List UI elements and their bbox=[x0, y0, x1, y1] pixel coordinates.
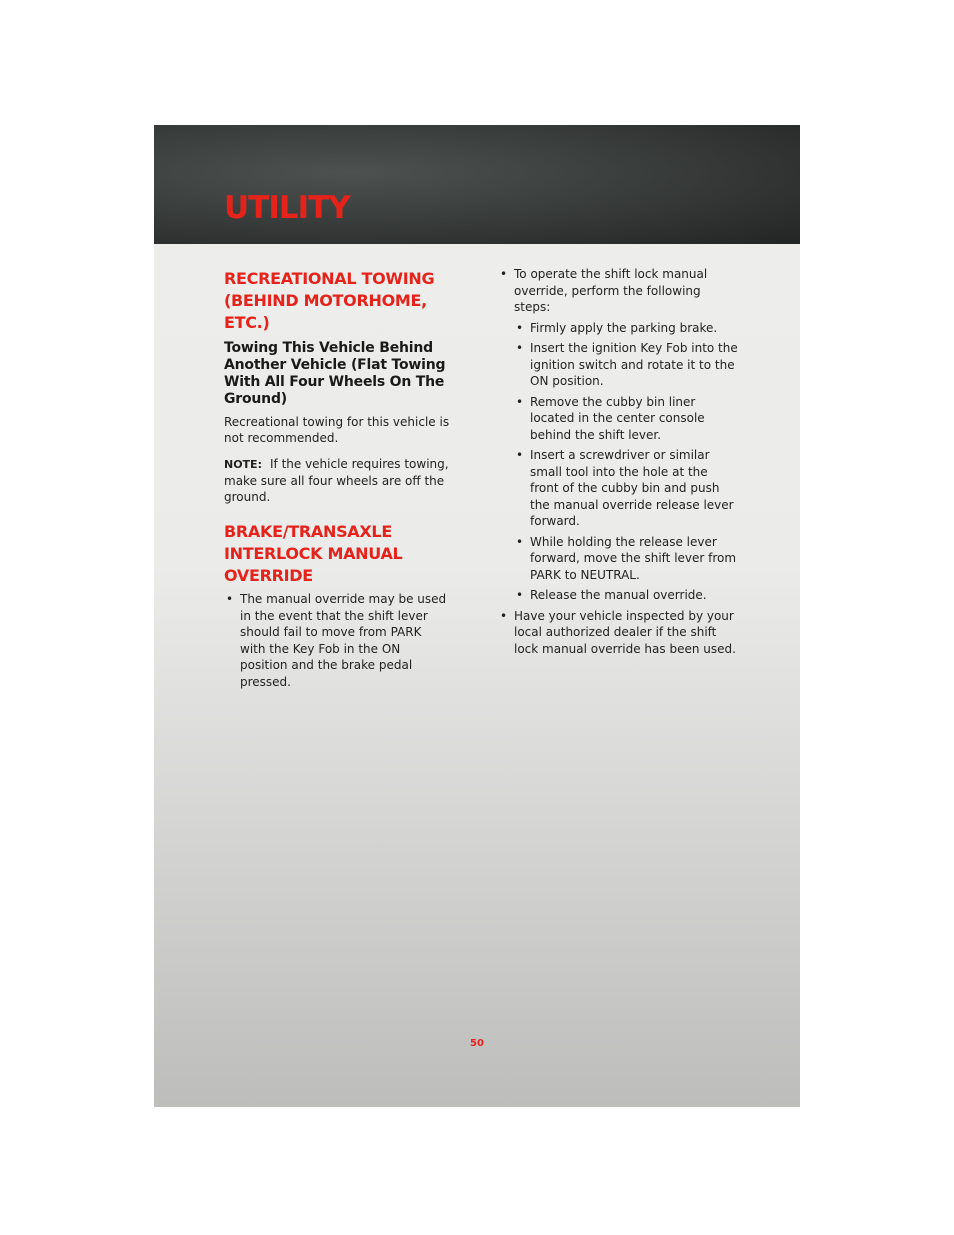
steps-list bbox=[514, 320, 738, 604]
subsection-title-flat-towing: Towing This Vehicle Behind Another Vehicle (Flat Towing With All Four Wheels On The Ground) bbox=[224, 340, 446, 407]
list-item: • Insert the ignition Key Fob into the ignition switch and rotate it to the ON position. bbox=[514, 340, 738, 390]
list-item: • Insert a screwdriver or similar small tool into the hole at the front of the cubby bin and push the manual override release lever forward. bbox=[514, 447, 738, 530]
note-paragraph bbox=[224, 456, 450, 506]
section-title-recreational-towing: RECREATIONAL TOWING (BEHIND MOTORHOME, ETC.) bbox=[224, 269, 435, 332]
procedure-intro: To operate the shift lock manual override, perform the following steps: bbox=[514, 267, 708, 314]
manual-page bbox=[154, 125, 800, 1107]
note-text: If the vehicle requires towing, make sure all four wheels are off the ground. bbox=[224, 456, 449, 505]
list-item: • The manual override may be used in the event that the shift lever should fail to move from PARK with the Key Fob in the ON position and the brake pedal pressed. bbox=[224, 591, 450, 690]
list-item-final: • Have your vehicle inspected by your local authorized dealer if the shift lock manual override has been used. bbox=[498, 608, 738, 658]
towing-body-text: Recreational towing for this vehicle is not recommended. bbox=[224, 415, 450, 446]
note-label: NOTE: bbox=[224, 457, 262, 471]
page-header bbox=[154, 125, 800, 244]
list-item: • While holding the release lever forward, move the shift lever from PARK to NEUTRAL. bbox=[514, 534, 738, 584]
left-column bbox=[224, 268, 450, 690]
list-item: • Release the manual override. bbox=[514, 587, 738, 604]
section-title-interlock-override: BRAKE/TRANSAXLE INTERLOCK MANUAL OVERRIDE bbox=[224, 522, 403, 586]
page-title: UTILITY bbox=[224, 190, 350, 226]
list-item: • Remove the cubby bin liner located in the center console behind the shift lever. bbox=[514, 394, 738, 444]
page-number: 50 bbox=[470, 1038, 484, 1049]
list-item-intro bbox=[498, 266, 738, 604]
right-column bbox=[498, 266, 738, 657]
list-item: • Firmly apply the parking brake. bbox=[514, 320, 738, 337]
override-list bbox=[224, 591, 450, 690]
procedure-list bbox=[498, 266, 738, 657]
